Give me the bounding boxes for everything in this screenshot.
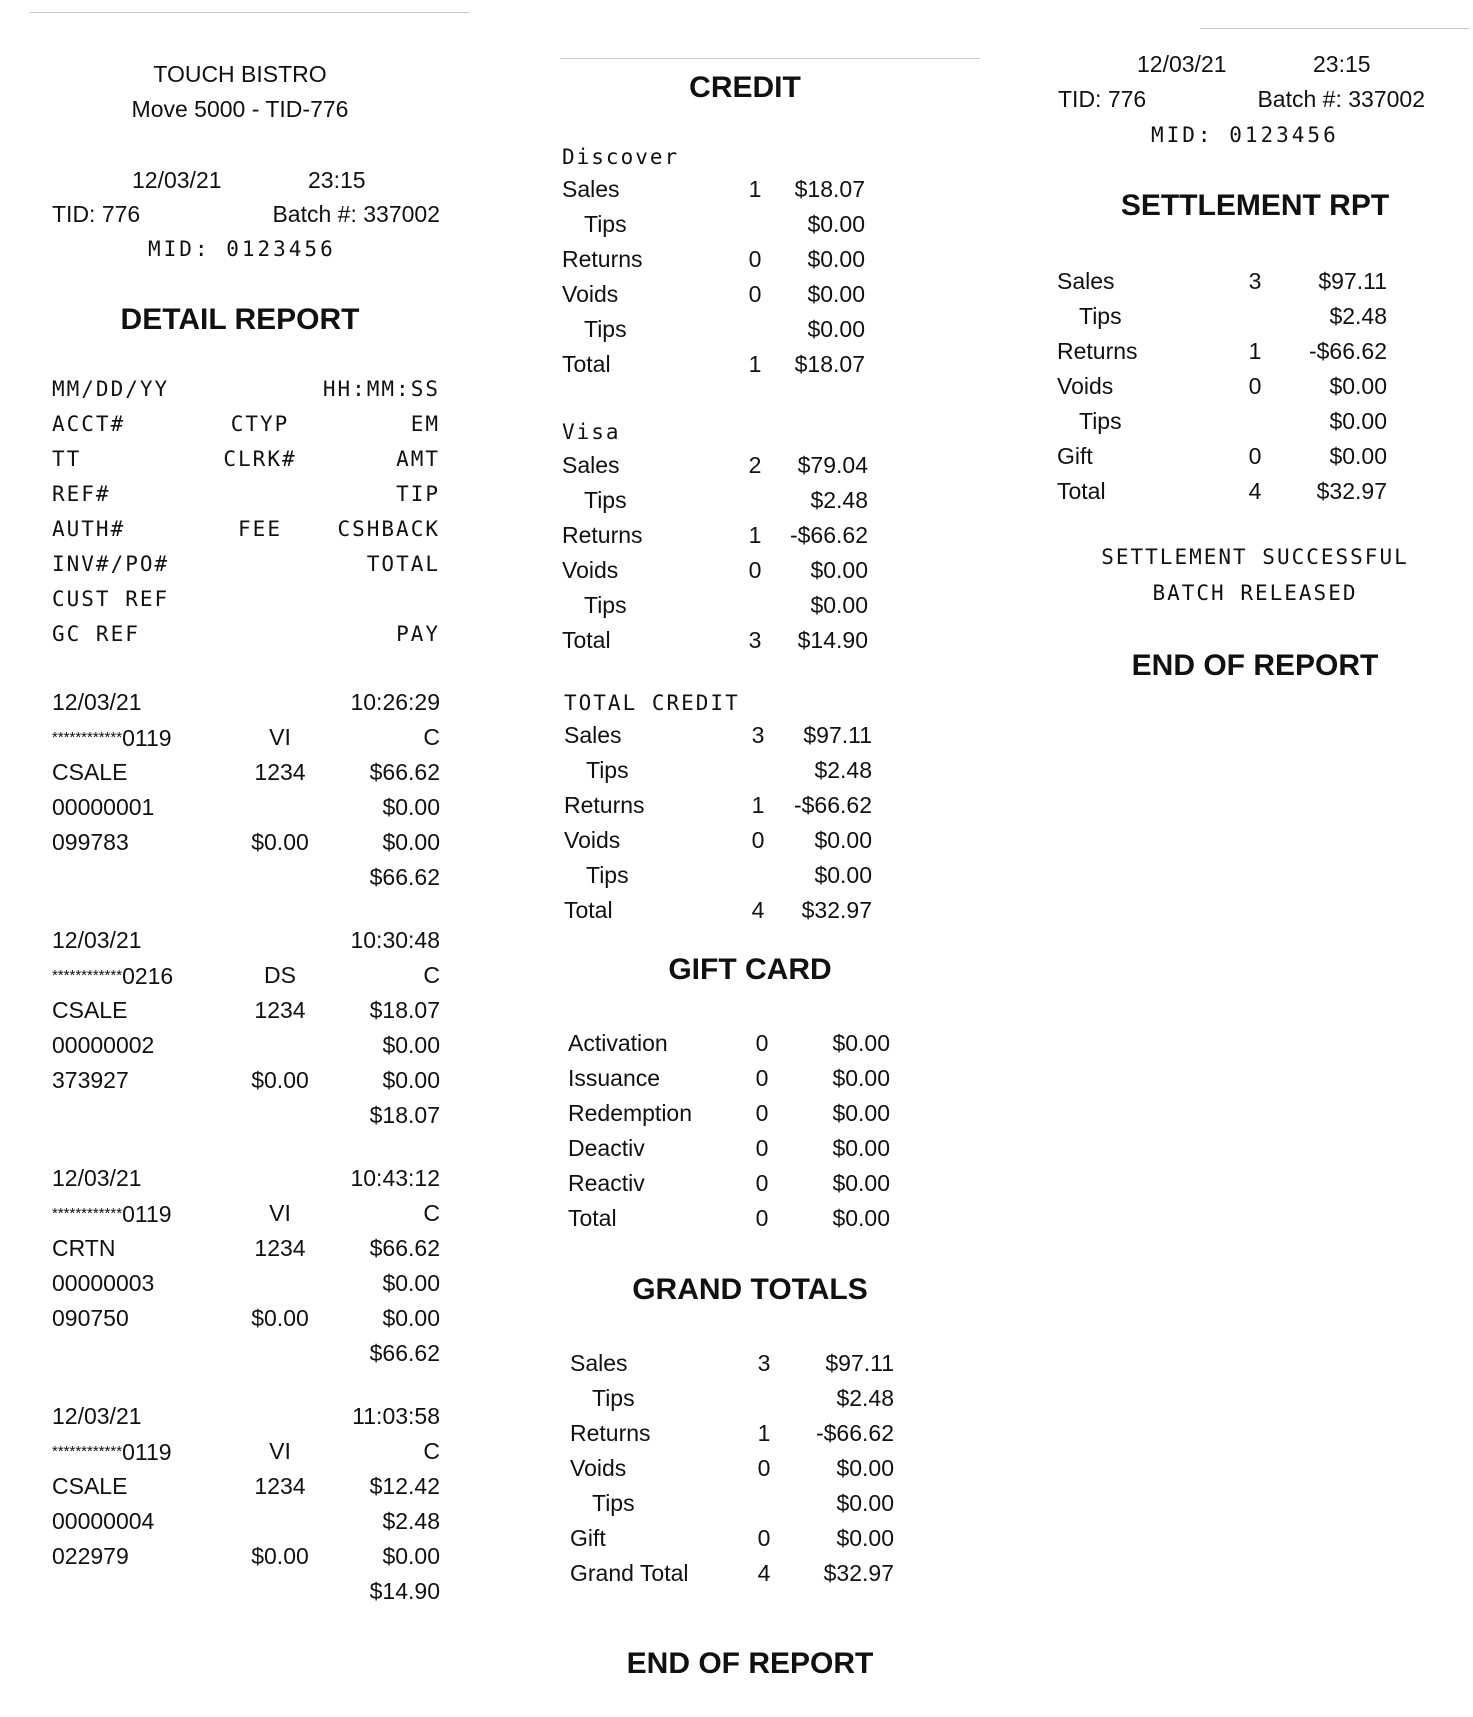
row-amount: $18.07 (794, 176, 865, 202)
legend-left: AUTH# (52, 517, 126, 541)
row-amount: -$66.62 (815, 1420, 894, 1446)
row-count: 0 (755, 1135, 769, 1161)
row-amount: $0.00 (832, 1170, 890, 1196)
txn-auth-row (20, 825, 440, 860)
txn-tip: $2.48 (382, 1508, 440, 1534)
summary-row (536, 1096, 946, 1131)
txn-fee: $0.00 (251, 829, 309, 855)
summary-row (1025, 404, 1425, 439)
legend-right: HH:MM:SS (322, 377, 440, 401)
legend-row (20, 372, 440, 407)
row-label: Returns (562, 522, 643, 548)
row-label: Voids (1057, 373, 1114, 399)
row-amount: -$66.62 (793, 792, 872, 818)
row-count: 0 (757, 1455, 771, 1481)
txn-ref: 00000002 (52, 1032, 155, 1058)
batch-number: Batch #: 337002 (272, 201, 440, 227)
settlement-title: SETTLEMENT RPT (1120, 189, 1390, 222)
settlement-date: 12/03/21 (1137, 51, 1227, 77)
txn-entry-mode: C (423, 1438, 440, 1464)
txn-auth: 022979 (52, 1543, 129, 1569)
summary-row (530, 553, 930, 588)
business-name: TOUCH BISTRO (153, 61, 327, 87)
grand-totals-title: GRAND TOTALS (632, 1273, 868, 1306)
row-amount: $97.11 (803, 722, 872, 748)
summary-row (538, 1416, 948, 1451)
txn-fee: $0.00 (251, 1543, 309, 1569)
row-label: Voids (562, 281, 619, 307)
row-label: Tips (592, 1490, 635, 1516)
txn-account (20, 1196, 440, 1231)
detail-report-title: DETAIL REPORT (120, 303, 360, 336)
txn-date: 12/03/21 (52, 689, 142, 715)
row-label: Redemption (568, 1100, 693, 1126)
legend-row (20, 477, 440, 512)
legend-left: MM/DD/YY (52, 377, 170, 401)
row-amount: $0.00 (814, 862, 872, 888)
row-label: Returns (564, 792, 645, 818)
legend-left: INV#/PO# (52, 552, 170, 576)
row-count: 1 (748, 351, 762, 377)
row-label: Sales (564, 722, 622, 748)
summary-row (530, 448, 930, 483)
row-amount: $79.04 (797, 452, 868, 478)
row-count: 0 (755, 1205, 769, 1231)
legend-row (20, 407, 440, 442)
row-count: 0 (755, 1065, 769, 1091)
batch-status: BATCH RELEASED (1152, 581, 1358, 605)
legend-mid: FEE (238, 517, 282, 541)
legend-left: CUST REF (52, 587, 170, 611)
txn-account (20, 720, 440, 755)
row-count: 1 (751, 792, 765, 818)
row-amount: -$66.62 (789, 522, 868, 548)
txn-fee: $0.00 (251, 1305, 309, 1331)
txn-auth: 099783 (52, 829, 129, 855)
row-label: Sales (562, 176, 620, 202)
gift-card-title: GIFT CARD (668, 953, 832, 986)
terminal-id: TID: 776 (52, 201, 141, 227)
row-amount: $0.00 (836, 1455, 894, 1481)
row-label: Total (568, 1205, 617, 1231)
row-count: 1 (748, 522, 762, 548)
row-amount: $32.97 (823, 1560, 894, 1586)
row-label: Tips (584, 592, 627, 618)
row-count: 4 (1248, 478, 1262, 504)
card-last4: 0119 (122, 1201, 172, 1227)
row-label: Tips (586, 862, 629, 888)
txn-auth-row (20, 1301, 440, 1336)
txn-type-row (20, 993, 440, 1028)
legend-right: TOTAL (366, 552, 440, 576)
row-label: Sales (1057, 268, 1115, 294)
txn-tip: $0.00 (382, 1032, 440, 1058)
txn-type: CRTN (52, 1235, 116, 1261)
legend-row (20, 547, 440, 582)
txn-auth: 090750 (52, 1305, 129, 1331)
legend-row (20, 617, 440, 652)
txn-auth-row (20, 1063, 440, 1098)
summary-row (1025, 439, 1425, 474)
row-label: Returns (570, 1420, 651, 1446)
txn-tip: $0.00 (382, 794, 440, 820)
settlement-end-of-report: END OF REPORT (1131, 649, 1379, 682)
row-count: 4 (751, 897, 765, 923)
row-label: Total (564, 897, 613, 923)
row-label: Grand Total (570, 1560, 689, 1586)
row-amount: $0.00 (832, 1205, 890, 1231)
row-label: Total (1057, 478, 1106, 504)
row-label: Tips (586, 757, 629, 783)
summary-row (536, 1166, 946, 1201)
row-amount: $0.00 (836, 1490, 894, 1516)
merchant-id: MID: 0123456 (148, 237, 336, 261)
row-count: 1 (748, 176, 762, 202)
row-label: Tips (584, 487, 627, 513)
row-amount: $0.00 (807, 281, 865, 307)
txn-fee: $0.00 (251, 1067, 309, 1093)
row-amount: $0.00 (832, 1135, 890, 1161)
legend-right: TIP (396, 482, 440, 506)
row-amount: $0.00 (814, 827, 872, 853)
txn-ref: 00000001 (52, 794, 155, 820)
txn-clerk: 1234 (254, 997, 306, 1023)
txn-time: 10:30:48 (350, 927, 440, 953)
summary-row (530, 623, 930, 658)
row-label: Voids (570, 1455, 627, 1481)
discover-section (530, 172, 930, 382)
txn-account-number (52, 958, 173, 994)
row-amount: $32.97 (1316, 478, 1387, 504)
card-last4: 0119 (122, 725, 172, 751)
row-amount: $0.00 (1329, 373, 1387, 399)
row-label: Sales (562, 452, 620, 478)
row-amount: $0.00 (832, 1030, 890, 1056)
row-amount: $97.11 (1318, 268, 1387, 294)
summary-row (1025, 264, 1425, 299)
legend-right: AMT (396, 447, 440, 471)
report-date: 12/03/21 (132, 167, 222, 193)
summary-row (530, 277, 930, 312)
row-count: 0 (748, 246, 762, 272)
summary-row (536, 1131, 946, 1166)
summary-row (530, 207, 930, 242)
summary-row (530, 483, 930, 518)
legend-mid: CLRK# (223, 447, 297, 471)
txn-cashback: $0.00 (382, 1305, 440, 1331)
txn-type-row (20, 755, 440, 790)
row-label: Tips (584, 211, 627, 237)
txn-ref-row (20, 1504, 440, 1539)
legend-row (20, 512, 440, 547)
summary-row (538, 1486, 948, 1521)
summary-row (532, 788, 932, 823)
row-label: Tips (592, 1385, 635, 1411)
txn-amount: $12.42 (369, 1473, 440, 1499)
txn-datetime (20, 923, 440, 958)
row-amount: $0.00 (807, 316, 865, 342)
transaction-block (20, 923, 440, 1161)
txn-total: $18.07 (369, 1102, 440, 1128)
total-credit-label: TOTAL CREDIT (564, 691, 740, 715)
row-count: 0 (755, 1100, 769, 1126)
row-count: 1 (1248, 338, 1262, 364)
txn-amount: $18.07 (369, 997, 440, 1023)
row-count: 0 (748, 281, 762, 307)
summary-row (536, 1201, 946, 1236)
row-amount: $2.48 (810, 487, 868, 513)
txn-ref: 00000004 (52, 1508, 155, 1534)
settlement-tid: TID: 776 (1058, 86, 1147, 112)
summary-row (532, 753, 932, 788)
row-label: Gift (570, 1525, 606, 1551)
summary-row (1025, 369, 1425, 404)
row-label: Reactiv (568, 1170, 645, 1196)
txn-account (20, 958, 440, 993)
discover-label: Discover (562, 145, 680, 169)
legend-mid: CTYP (230, 412, 290, 436)
total-credit-section (532, 718, 932, 928)
row-amount: -$66.62 (1308, 338, 1387, 364)
txn-tip: $0.00 (382, 1270, 440, 1296)
summary-row (532, 858, 932, 893)
txn-auth: 373927 (52, 1067, 129, 1093)
device-line: Move 5000 - TID-776 (131, 96, 349, 122)
row-label: Returns (1057, 338, 1138, 364)
card-last4: 0119 (122, 1439, 172, 1465)
column-legend (20, 372, 440, 652)
row-label: Voids (564, 827, 621, 853)
txn-total-row (20, 1336, 440, 1371)
summary-row (536, 1061, 946, 1096)
row-count: 0 (757, 1525, 771, 1551)
txn-cashback: $0.00 (382, 1067, 440, 1093)
row-label: Tips (1079, 303, 1122, 329)
txn-ref-row (20, 1266, 440, 1301)
legend-right: CSHBACK (337, 517, 440, 541)
txn-account (20, 1434, 440, 1469)
summary-row (530, 172, 930, 207)
txn-total: $66.62 (369, 864, 440, 890)
txn-total: $66.62 (369, 1340, 440, 1366)
txn-datetime (20, 685, 440, 720)
row-count: 3 (757, 1350, 771, 1376)
txn-clerk: 1234 (254, 759, 306, 785)
txn-type: CSALE (52, 997, 128, 1023)
row-label: Gift (1057, 443, 1093, 469)
txn-entry-mode: C (423, 724, 440, 750)
row-amount: $0.00 (832, 1100, 890, 1126)
txn-time: 11:03:58 (352, 1403, 440, 1429)
summary-row (532, 823, 932, 858)
txn-total-row (20, 1098, 440, 1133)
row-amount: $0.00 (807, 246, 865, 272)
visa-label: Visa (562, 420, 621, 444)
txn-card-type: VI (269, 724, 291, 750)
row-amount: $0.00 (1329, 408, 1387, 434)
txn-datetime (20, 1399, 440, 1434)
row-count: 0 (751, 827, 765, 853)
report-time: 23:15 (308, 167, 366, 193)
txn-card-type: VI (269, 1438, 291, 1464)
txn-date: 12/03/21 (52, 1165, 142, 1191)
row-amount: $0.00 (810, 557, 868, 583)
txn-cashback: $0.00 (382, 829, 440, 855)
card-mask: ************ (52, 1443, 123, 1460)
row-amount: $0.00 (810, 592, 868, 618)
row-count: 0 (755, 1030, 769, 1056)
legend-left: REF# (52, 482, 111, 506)
settlement-status: SETTLEMENT SUCCESSFUL (1101, 545, 1409, 569)
summary-row (536, 1026, 946, 1061)
txn-clerk: 1234 (254, 1235, 306, 1261)
row-label: Returns (562, 246, 643, 272)
summary-row (530, 312, 930, 347)
txn-clerk: 1234 (254, 1473, 306, 1499)
txn-total: $14.90 (369, 1578, 440, 1604)
row-amount: $32.97 (801, 897, 872, 923)
row-count: 3 (1248, 268, 1262, 294)
transaction-block (20, 685, 440, 923)
card-mask: ************ (52, 967, 123, 984)
row-count: 4 (757, 1560, 771, 1586)
visa-section (530, 448, 930, 658)
transaction-block (20, 1399, 440, 1637)
card-mask: ************ (52, 729, 123, 746)
txn-ref: 00000003 (52, 1270, 155, 1296)
summary-row (530, 347, 930, 382)
txn-time: 10:26:29 (350, 689, 440, 715)
row-amount: $0.00 (836, 1525, 894, 1551)
settlement-time: 23:15 (1313, 51, 1371, 77)
summary-row (532, 718, 932, 753)
legend-left: ACCT# (52, 412, 126, 436)
txn-type-row (20, 1469, 440, 1504)
summary-row (538, 1451, 948, 1486)
row-label: Sales (570, 1350, 628, 1376)
row-amount: $2.48 (814, 757, 872, 783)
row-count: 3 (748, 627, 762, 653)
txn-amount: $66.62 (369, 1235, 440, 1261)
row-amount: $14.90 (797, 627, 868, 653)
summary-row (530, 588, 930, 623)
txn-type: CSALE (52, 1473, 128, 1499)
row-amount: $18.07 (794, 351, 865, 377)
txn-auth-row (20, 1539, 440, 1574)
legend-right: EM (410, 412, 440, 436)
summary-row (530, 518, 930, 553)
row-label: Deactiv (568, 1135, 645, 1161)
row-count: 0 (755, 1170, 769, 1196)
row-count: 0 (1248, 443, 1262, 469)
transaction-block (20, 1161, 440, 1399)
txn-account-number (52, 720, 172, 756)
credit-title: CREDIT (689, 71, 801, 104)
grand-totals-section (538, 1346, 948, 1591)
txn-total-row (20, 860, 440, 895)
row-label: Tips (1079, 408, 1122, 434)
end-of-report: END OF REPORT (626, 1647, 874, 1680)
legend-right: PAY (396, 622, 440, 646)
txn-ref-row (20, 1028, 440, 1063)
row-count: 3 (751, 722, 765, 748)
legend-row (20, 582, 440, 617)
txn-ref-row (20, 790, 440, 825)
txn-time: 10:43:12 (350, 1165, 440, 1191)
row-amount: $0.00 (1329, 443, 1387, 469)
txn-datetime (20, 1161, 440, 1196)
summary-row (1025, 334, 1425, 369)
gift-card-section (536, 1026, 946, 1236)
summary-row (538, 1521, 948, 1556)
legend-left: TT (52, 447, 82, 471)
card-last4: 0216 (122, 963, 174, 989)
txn-card-type: VI (269, 1200, 291, 1226)
txn-account-number (52, 1196, 172, 1232)
legend-row (20, 442, 440, 477)
row-amount: $0.00 (832, 1065, 890, 1091)
txn-entry-mode: C (423, 962, 440, 988)
txn-total-row (20, 1574, 440, 1609)
txn-entry-mode: C (423, 1200, 440, 1226)
summary-row (538, 1381, 948, 1416)
txn-card-type: DS (264, 962, 296, 988)
summary-row (532, 893, 932, 928)
summary-row (1025, 474, 1425, 509)
row-count: 0 (1248, 373, 1262, 399)
card-mask: ************ (52, 1205, 123, 1222)
txn-type-row (20, 1231, 440, 1266)
row-count: 0 (748, 557, 762, 583)
txn-account-number (52, 1434, 172, 1470)
row-amount: $97.11 (825, 1350, 894, 1376)
transaction-list (20, 685, 440, 1637)
row-label: Activation (568, 1030, 668, 1056)
summary-row (1025, 299, 1425, 334)
row-label: Tips (584, 316, 627, 342)
row-amount: $2.48 (1329, 303, 1387, 329)
txn-amount: $66.62 (369, 759, 440, 785)
row-label: Total (562, 627, 611, 653)
txn-type: CSALE (52, 759, 128, 785)
txn-cashback: $0.00 (382, 1543, 440, 1569)
settlement-section (1025, 264, 1425, 509)
legend-left: GC REF (52, 622, 140, 646)
txn-date: 12/03/21 (52, 927, 142, 953)
row-label: Voids (562, 557, 619, 583)
row-count: 1 (757, 1420, 771, 1446)
summary-row (538, 1346, 948, 1381)
row-label: Total (562, 351, 611, 377)
row-count: 2 (748, 452, 762, 478)
row-amount: $2.48 (836, 1385, 894, 1411)
row-label: Issuance (568, 1065, 661, 1091)
settlement-mid: MID: 0123456 (1151, 123, 1339, 147)
row-amount: $0.00 (807, 211, 865, 237)
txn-date: 12/03/21 (52, 1403, 142, 1429)
summary-row (530, 242, 930, 277)
settlement-batch: Batch #: 337002 (1257, 86, 1425, 112)
summary-row (538, 1556, 948, 1591)
